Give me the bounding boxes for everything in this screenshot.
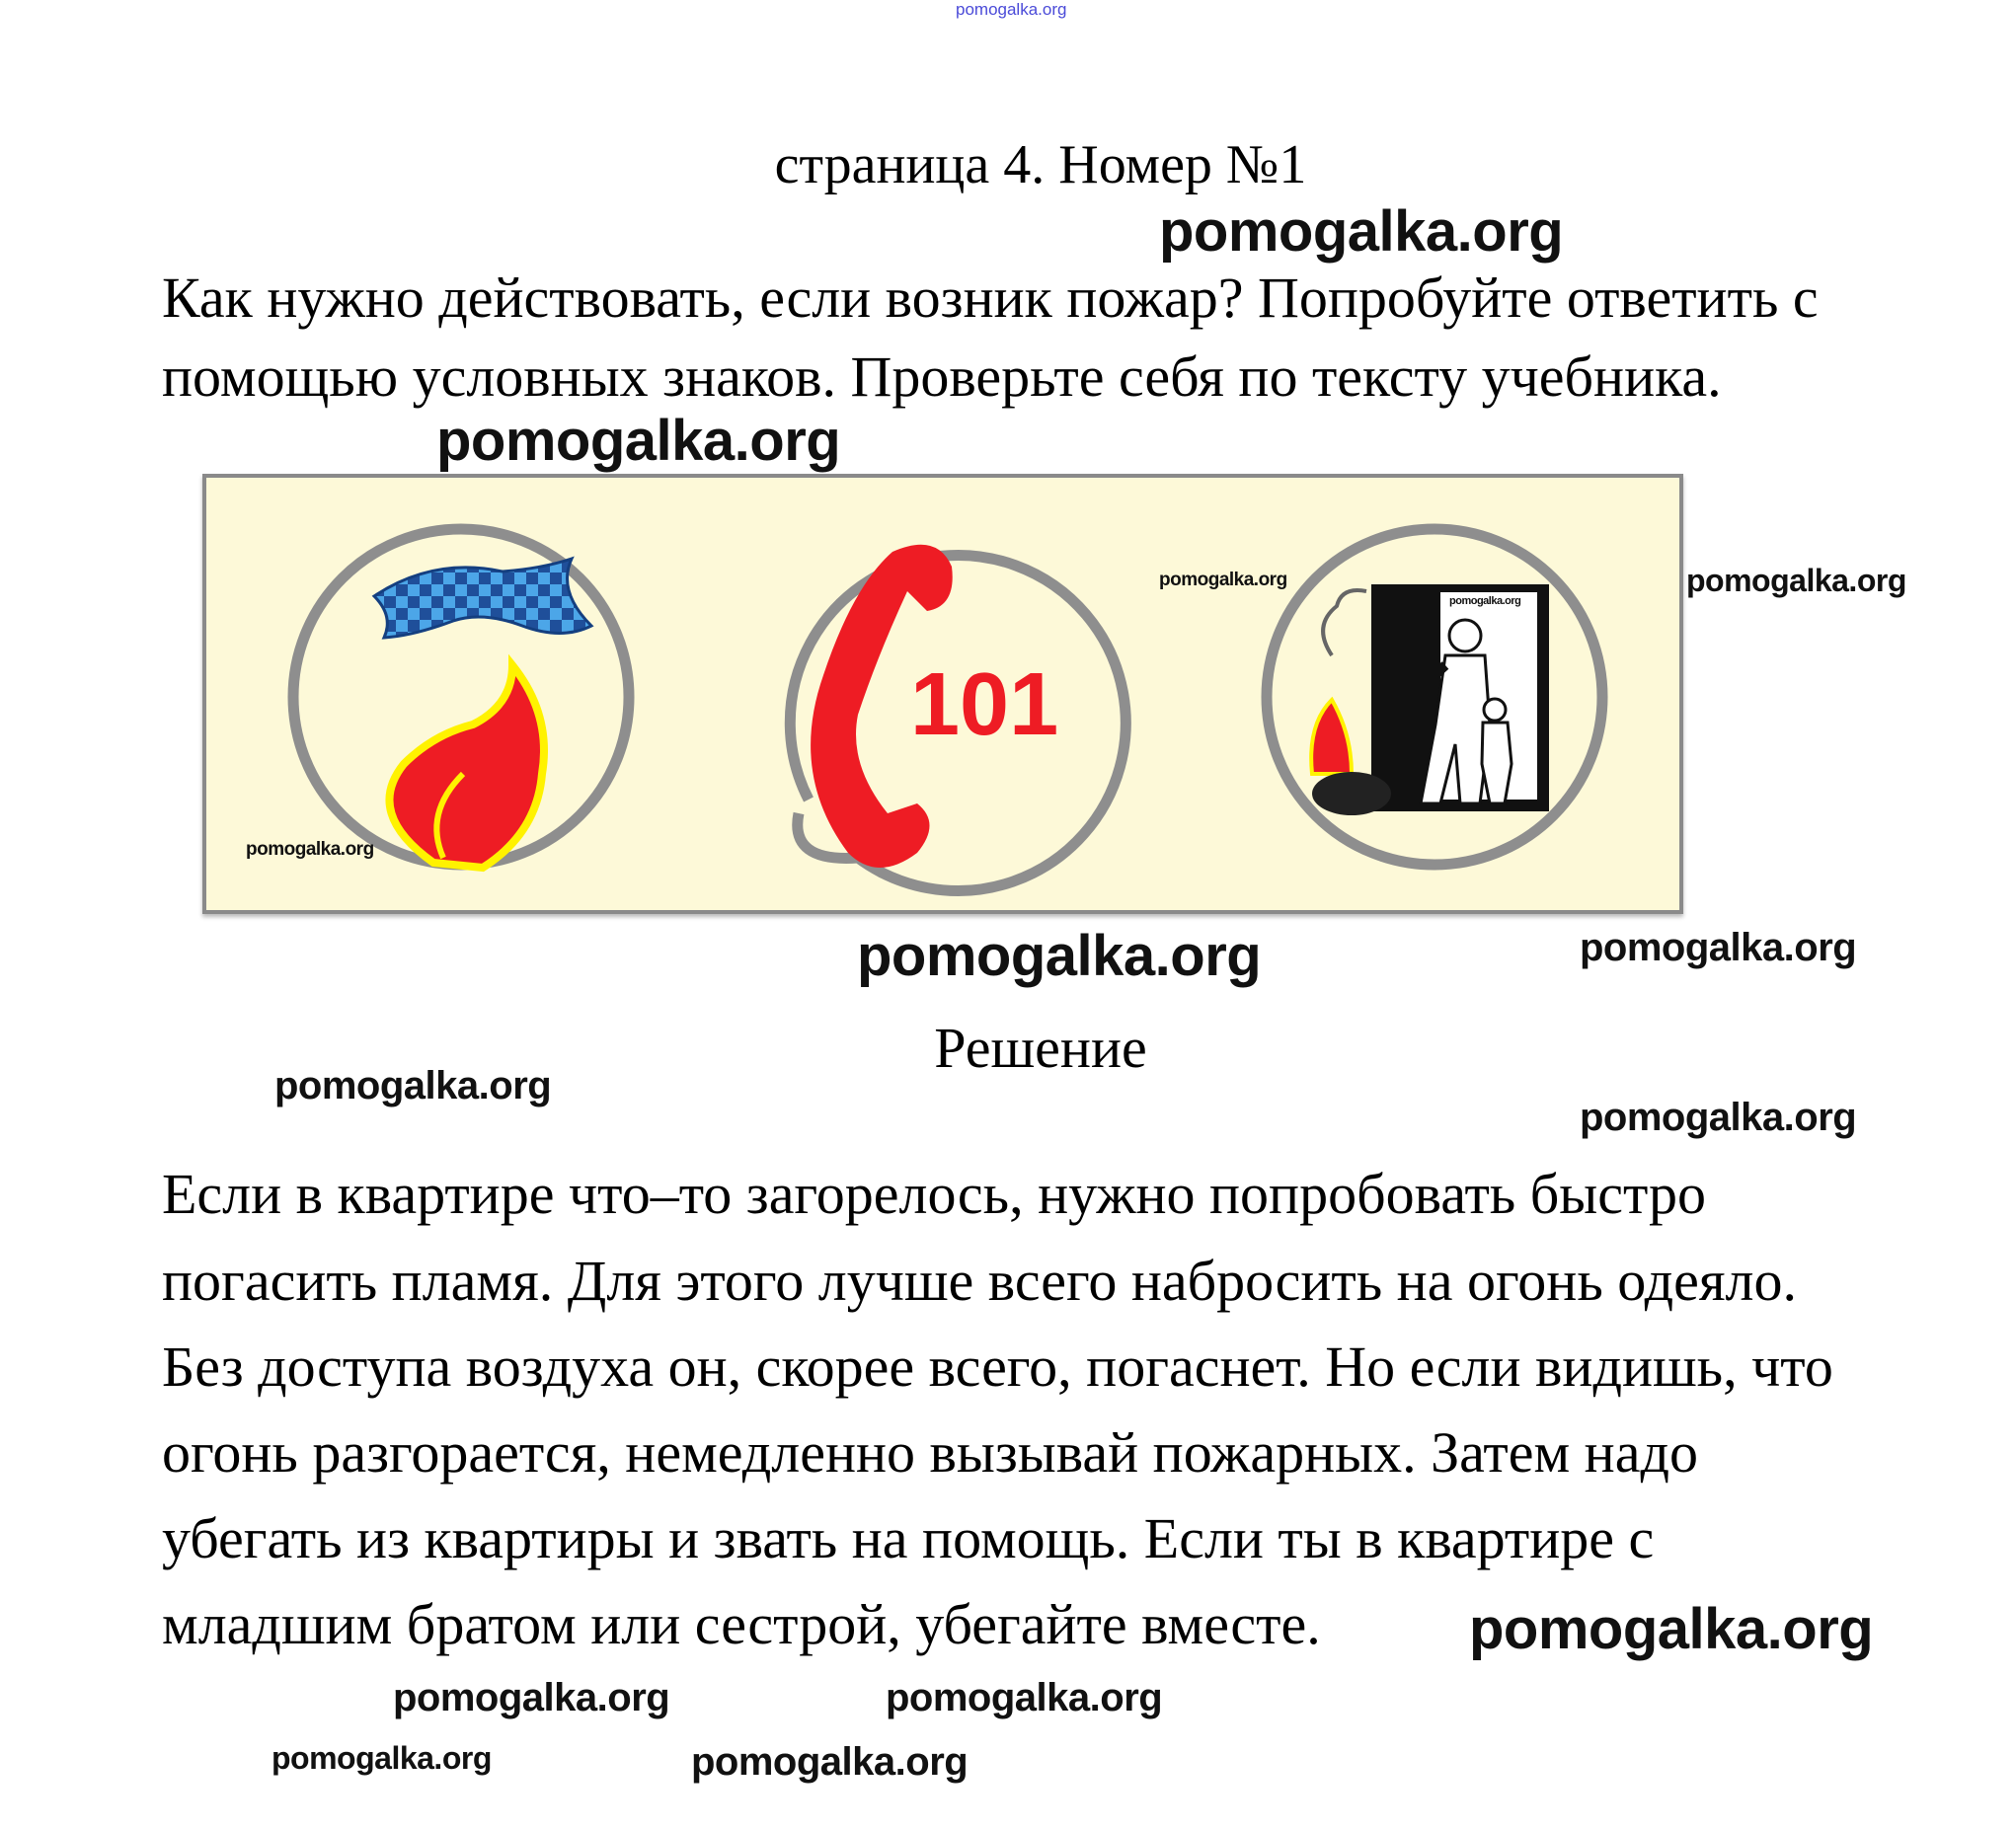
blanket-over-fire-sign [293, 529, 629, 868]
watermark: pomogalka.org [271, 1740, 492, 1776]
watermark: pomogalka.org [1686, 563, 1906, 598]
solution-line-1: Если в квартире что–то загорелось, нужно попробовать быстро [162, 1162, 1707, 1226]
watermark: pomogalka.org [1580, 1096, 1857, 1139]
question-line-1: Как нужно действовать, если возник пожар? Попробуйте ответить с [162, 266, 1819, 330]
phone-101-sign [790, 545, 1125, 891]
small-fire-icon [1311, 700, 1352, 774]
solution-line-5: убегать из квартиры и звать на помощь. Если ты в квартире с [162, 1506, 1655, 1570]
question-line-2: помощью условных знаков. Проверьте себя по тексту учебника. [162, 344, 1722, 409]
watermark: pomogalka.org [1469, 1597, 1874, 1661]
watermark: pomogalka.org [1449, 595, 1521, 607]
watermark: pomogalka.org [274, 1064, 552, 1107]
watermark: pomogalka.org [393, 1676, 670, 1719]
solution-line-6: младшим братом или сестрой, убегайте вместе. [162, 1592, 1321, 1656]
watermark: pomogalka.org [1159, 199, 1564, 264]
solution-line-4: огонь разгорается, немедленно вызывай пожарных. Затем надо [162, 1420, 1698, 1485]
watermark: pomogalka.org [886, 1676, 1163, 1719]
watermark: pomogalka.org [1159, 570, 1287, 590]
solution-line-2: погасить пламя. Для этого лучше всего набросить на огонь одеяло. [162, 1249, 1798, 1313]
blanket-icon [374, 559, 591, 638]
header-watermark-link[interactable]: pomogalka.org [956, 0, 1067, 19]
fire-icon [389, 665, 544, 868]
page-title: страница 4. Номер №1 [774, 134, 1307, 195]
escape-with-child-sign [1267, 529, 1602, 865]
fire-safety-signs-figure [202, 474, 1683, 914]
watermark: pomogalka.org [691, 1740, 969, 1784]
watermark: pomogalka.org [436, 409, 841, 473]
solution-line-3: Без доступа воздуха он, скорее всего, погаснет. Но если видишь, что [162, 1335, 1833, 1399]
watermark: pomogalka.org [857, 924, 1262, 988]
phone-number: 101 [910, 655, 1059, 754]
solution-heading: Решение [934, 1016, 1147, 1080]
watermark: pomogalka.org [1580, 926, 1857, 969]
watermark: pomogalka.org [246, 839, 374, 860]
